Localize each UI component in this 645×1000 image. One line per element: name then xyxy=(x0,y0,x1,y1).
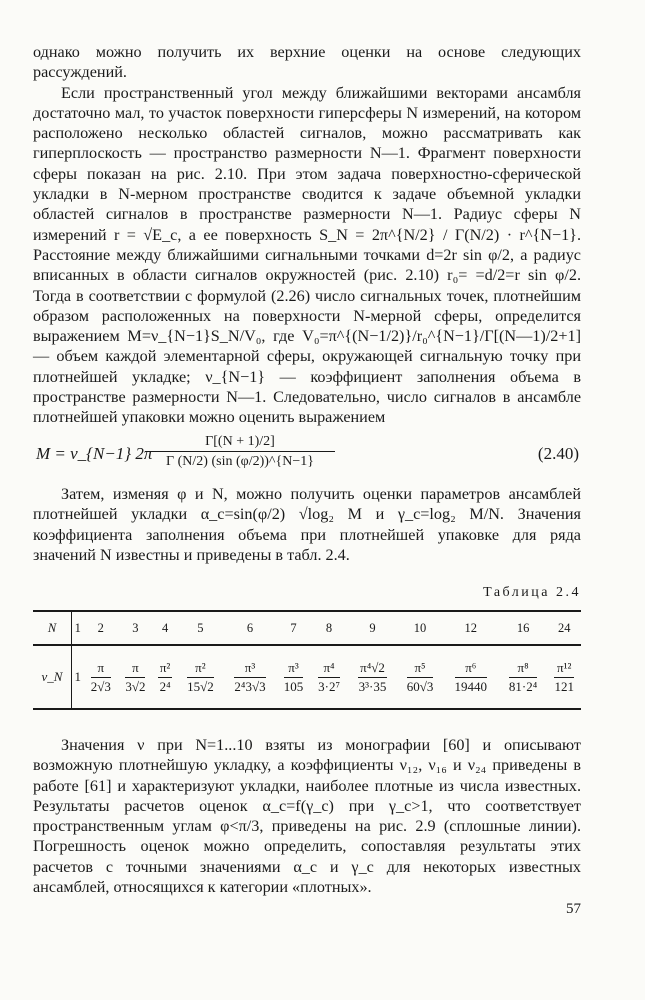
paragraph-hypersphere: Если пространственный угол между ближайшими векторами ансамбля достаточно мал, то участок поверхности гиперсферы N измерений, на котором расположено несколько областей сигналов, можно рассматривать как гиперплоскость — пространство размерности N—1. Фрагмент поверхности сферы показан на рис. 2.10. При этом задача поверхностно-сферической укладки в N-мерном пространстве сводится к задаче объемной укладки областей сигналов в пространстве размерности N—1. Радиус сферы N измерений r = √E_c, а ее поверхность S_N = 2π^{N/2} / Γ(N/2) · r^{N−1}. Расстояние между ближайшими сигнальными точками d=2r sin φ/2, а радиус вписанных в области сигналов окружностей (рис. 2.10) r₀= =d/2=r sin φ/2. Тогда в соответствии с формулой (2.26) число сигнальных точек, плотнейшим образом расположенных на поверхности N-мерной сферы, определится выражением M=ν_{N−1}S_N/V₀, где V₀=π^{(N−1/2)}/r₀^{N−1}/Γ[(N—1)/2+1] — объем каждой элементарной сферы, окружающей сигнальную точку при плотнейшей укладке; ν_{N−1} — коэффициент заполнения объема в пространстве размерности N—1. Следовательно, число сигналов в ансамбле плотнейшей упаковки можно оценить выражением xyxy=(33,83,581,427)
v-numerator: π xyxy=(91,659,111,678)
v-numerator: π⁴√2 xyxy=(358,659,387,678)
n-cell: 1 xyxy=(72,611,84,645)
v-numerator: π² xyxy=(158,659,172,678)
formula-numerator: Γ[(N + 1)/2] xyxy=(145,434,335,452)
n-cell: 10 xyxy=(397,611,443,645)
v-numerator: π⁵ xyxy=(407,659,434,678)
table-caption: Таблица 2.4 xyxy=(483,585,581,600)
formula-fraction xyxy=(145,434,335,470)
v-cell xyxy=(397,645,443,709)
n-cell: 3 xyxy=(118,611,153,645)
n-cell: 5 xyxy=(178,611,224,645)
v-cell xyxy=(223,645,277,709)
table-row-v xyxy=(33,645,581,709)
page-body xyxy=(33,42,581,428)
v-denominator: 15√2 xyxy=(187,678,214,694)
v-numerator: π xyxy=(125,659,145,678)
page-number: 57 xyxy=(566,901,581,917)
v-denominator: 81·2⁴ xyxy=(508,678,538,694)
v-numerator: π⁸ xyxy=(509,659,537,678)
v-cell xyxy=(547,645,581,709)
v-cell xyxy=(72,645,84,709)
n-cell: 24 xyxy=(547,611,581,645)
v-denominator: 2⁴3√3 xyxy=(234,678,266,694)
paragraph-parameters: Затем, изменяя φ и N, можно получить оценки параметров ансамблей плотнейшей укладки α_c=sin(φ/2) √log₂ M и γ_c=log₂ M/N. Значения коэффициента заполнения объема при плотнейшей упаковке для ряда значений N известны и приведены в табл. 2.4. xyxy=(33,485,581,564)
n-cell: 6 xyxy=(223,611,277,645)
v-numerator: π³ xyxy=(284,659,304,678)
v-numerator: π³ xyxy=(234,659,265,678)
v-cell xyxy=(310,645,348,709)
n-cell: 12 xyxy=(443,611,499,645)
v-cell xyxy=(277,645,310,709)
v-value: 1 xyxy=(74,669,81,684)
v-numerator: π⁴ xyxy=(318,659,340,678)
v-numerator: π¹² xyxy=(554,659,574,678)
v-cell xyxy=(178,645,224,709)
v-denominator: 2√3 xyxy=(90,678,111,694)
row-label-v: ν_N xyxy=(33,645,72,709)
v-cell xyxy=(499,645,548,709)
n-cell: 2 xyxy=(84,611,119,645)
formula-2-40 xyxy=(33,434,581,474)
v-denominator: 105 xyxy=(283,678,304,694)
formula-lhs: M = ν_{N−1} 2π xyxy=(36,444,153,463)
n-cell: 16 xyxy=(499,611,548,645)
v-denominator: 3√2 xyxy=(125,678,146,694)
n-cell: 8 xyxy=(310,611,348,645)
v-numerator: π⁶ xyxy=(455,659,488,678)
equation-number: (2.40) xyxy=(537,444,579,463)
v-denominator: 3³·35 xyxy=(358,678,387,694)
v-cell xyxy=(84,645,119,709)
n-cell: 7 xyxy=(277,611,310,645)
paragraph-sources: Значения ν при N=1...10 взяты из монографии [60] и описывают возможную плотнейшую укладку, а коэффициенты ν₁₂, ν₁₆ и ν₂₄ приведены в работе [61] и характеризуют укладки, наиболее плотные из числа известных. Результаты расчетов оценок α_c=f(γ_c) при γ_c>1, что соответствует пространственным углам φ<π/3, приведены на рис. 2.9 (сплошные линии). Погрешность оценок можно определить, сопоставляя результаты этих расчетов с точными значениями α_c и γ_c для некоторых известных ансамблей, относящихся к категории «плотных». xyxy=(33,736,581,897)
v-denominator: 121 xyxy=(554,678,574,694)
v-cell xyxy=(153,645,178,709)
packing-coefficient-table xyxy=(33,610,581,710)
v-denominator: 19440 xyxy=(454,678,488,694)
row-label-n: N xyxy=(33,611,72,645)
v-cell xyxy=(118,645,153,709)
v-numerator: π² xyxy=(187,659,214,678)
v-cell xyxy=(348,645,397,709)
formula-denominator: Γ (N/2) (sin (φ/2))^{N−1} xyxy=(166,454,314,469)
v-denominator: 2⁴ xyxy=(159,678,171,694)
v-denominator: 3·2⁷ xyxy=(318,678,340,694)
table-row-n xyxy=(33,611,581,645)
v-cell xyxy=(443,645,499,709)
v-denominator: 60√3 xyxy=(406,678,434,694)
paragraph-intro: однако можно получить их верхние оценки на основе следующих рассуждений. xyxy=(33,43,581,82)
n-cell: 4 xyxy=(153,611,178,645)
n-cell: 9 xyxy=(348,611,397,645)
